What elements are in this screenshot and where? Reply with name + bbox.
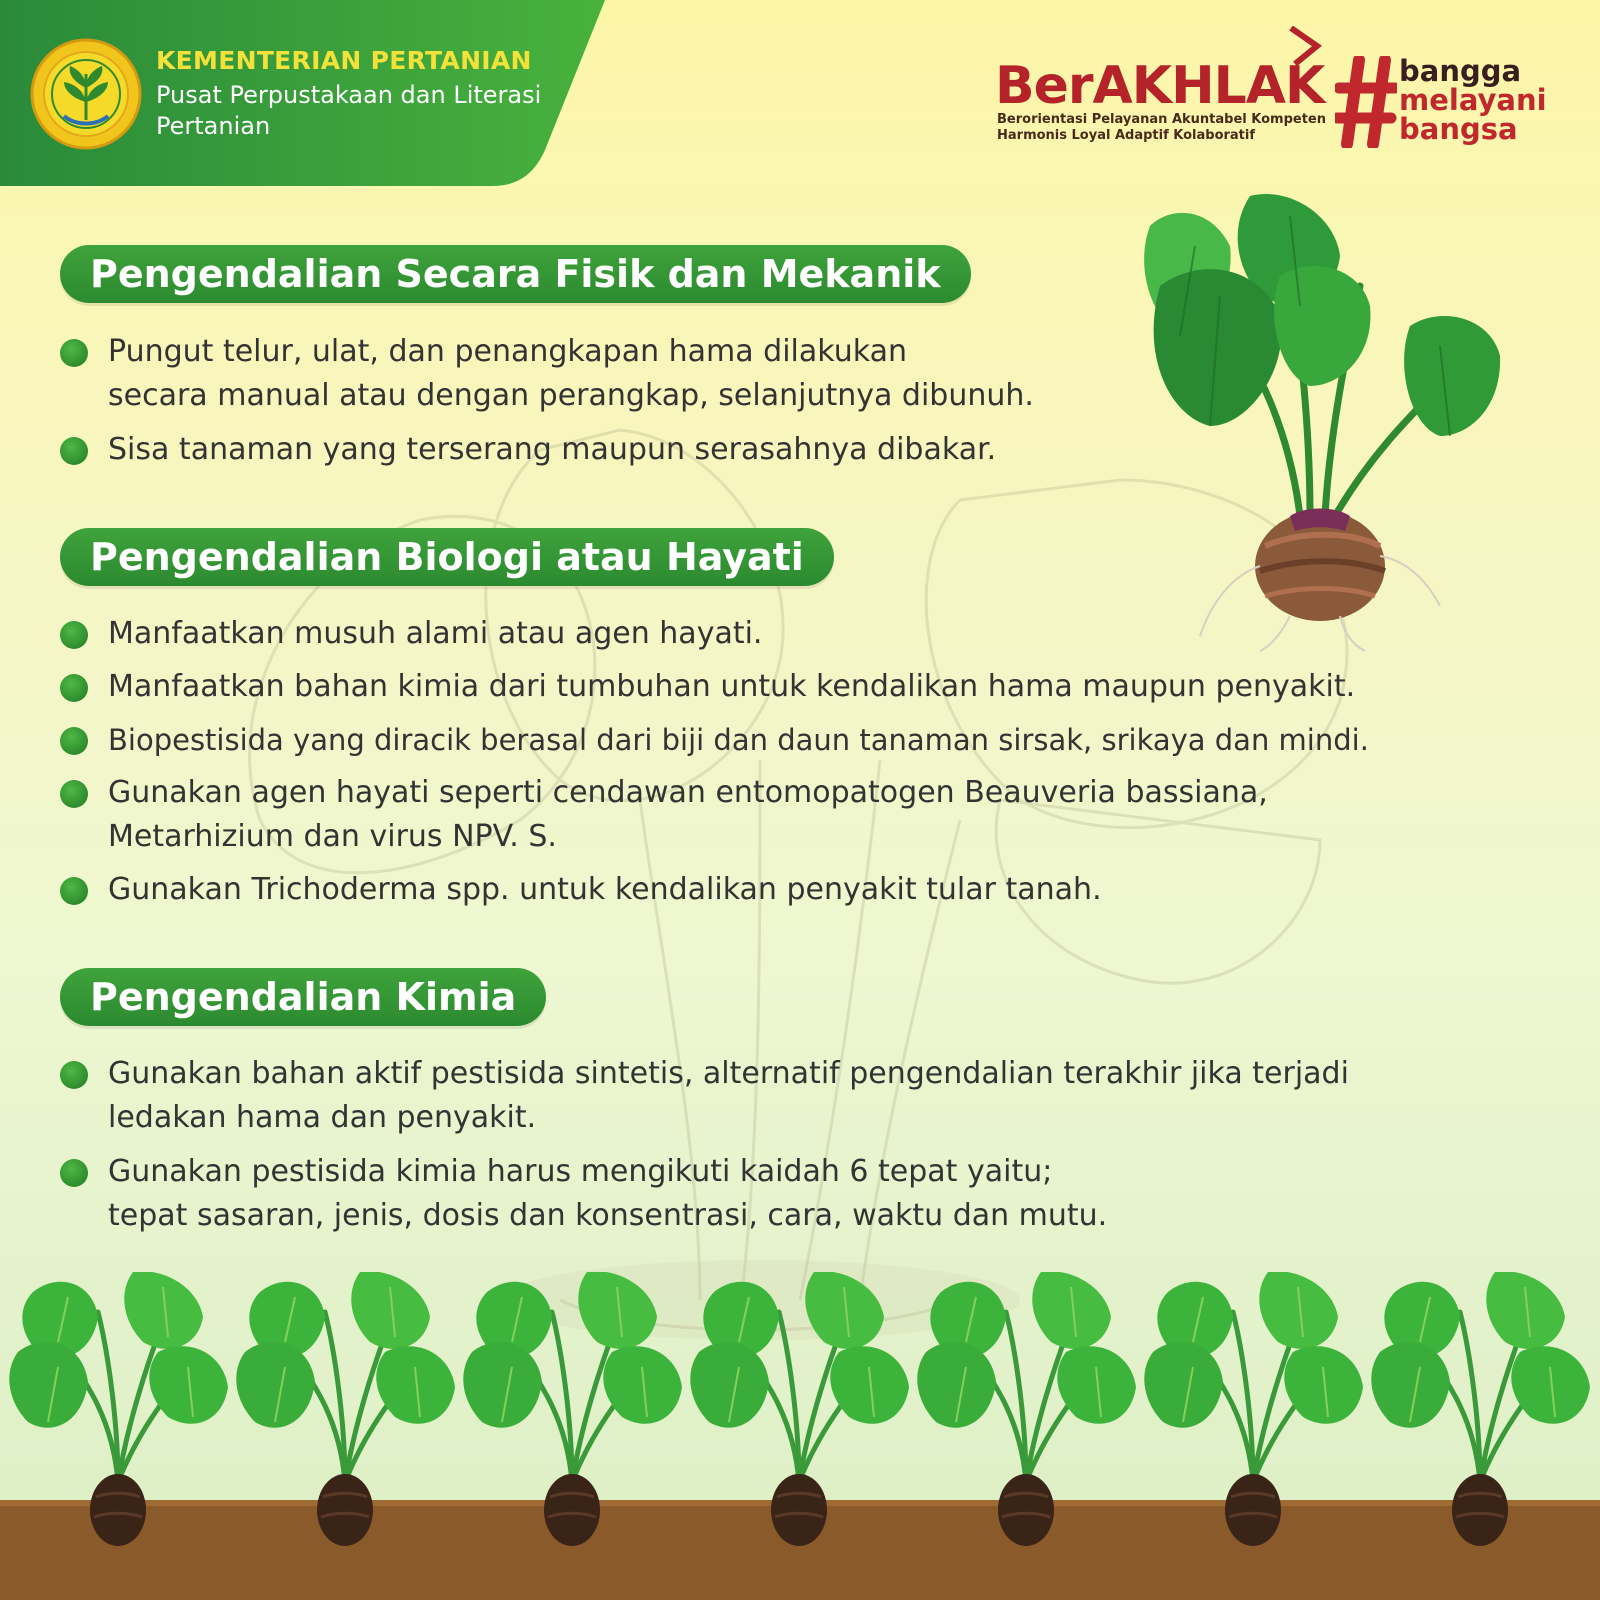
- list-item: [60, 612, 1540, 656]
- list-item: [60, 1150, 1540, 1238]
- list-item-text: Gunakan Trichoderma spp. untuk kendalikan penyakit tular tanah.: [108, 872, 1102, 907]
- berakhlak-tagline: Berorientasi Pelayanan Akuntabel Kompeten Harmonis Loyal Adaptif Kolaboratif: [997, 112, 1326, 143]
- bullet-dot-icon: [60, 780, 88, 808]
- bangga-line-2: melayani: [1399, 83, 1547, 117]
- section-title-fisik-mekanik: Pengendalian Secara Fisik dan Mekanik: [60, 245, 971, 303]
- list-item: [60, 868, 1540, 912]
- list-item: [60, 718, 1540, 762]
- bullet-dot-icon: [60, 1159, 88, 1187]
- bullet-dot-icon: [60, 437, 88, 465]
- taro-plant-icon: [1140, 186, 1540, 656]
- list-item: [60, 665, 1540, 709]
- list-item-text: Sisa tanaman yang terserang maupun serasahnya dibakar.: [108, 432, 997, 467]
- hashtag-icon: [1335, 56, 1397, 148]
- list-item-text: Gunakan pestisida kimia harus mengikuti kaidah 6 tepat yaitu; tepat sasaran, jenis, dosis dan konsentrasi, cara, waktu dan mutu.: [108, 1154, 1108, 1233]
- bullet-dot-icon: [60, 339, 88, 367]
- bullet-dot-icon: [60, 1061, 88, 1089]
- list-item: [60, 428, 1540, 472]
- berakhlak-logo: [995, 26, 1335, 156]
- kementan-emblem-icon: [30, 38, 142, 150]
- section-title-kimia: Pengendalian Kimia: [60, 968, 546, 1026]
- list-item: [60, 330, 1540, 418]
- taro-plant-row-icon: [0, 1272, 1600, 1600]
- list-item-text: Biopestisida yang diracik berasal dari biji dan daun tanaman sirsak, srikaya dan mindi.: [108, 723, 1369, 757]
- list-item-text: Gunakan bahan aktif pestisida sintetis, alternatif pengendalian terakhir jika terjadi ledakan hama dan penyakit.: [108, 1056, 1349, 1135]
- list-item-text: Manfaatkan musuh alami atau agen hayati.: [108, 616, 763, 651]
- bangga-line-1: bangga: [1399, 54, 1522, 88]
- org-title: KEMENTERIAN PERTANIAN: [156, 46, 532, 75]
- list-item-text: Pungut telur, ulat, dan penangkapan hama dilakukan secara manual atau dengan perangkap, selanjutnya dibunuh.: [108, 334, 1034, 413]
- section-title-biologi-hayati: Pengendalian Biologi atau Hayati: [60, 528, 834, 586]
- bangga-melayani-bangsa-logo: [1335, 56, 1565, 156]
- list-item-text: Manfaatkan bahan kimia dari tumbuhan untuk kendalikan hama maupun penyakit.: [108, 669, 1356, 704]
- org-subtitle: Pusat Perpustakaan dan Literasi Pertanian: [156, 81, 542, 140]
- bullet-dot-icon: [60, 727, 88, 755]
- bullet-dot-icon: [60, 674, 88, 702]
- bullet-dot-icon: [60, 621, 88, 649]
- bangga-line-3: bangsa: [1399, 112, 1518, 146]
- berakhlak-word: BerAKHLAK: [995, 56, 1325, 116]
- list-item: [60, 771, 1540, 859]
- bullet-dot-icon: [60, 877, 88, 905]
- list-item-text: Gunakan agen hayati seperti cendawan entomopatogen Beauveria bassiana, Metarhizium dan virus NPV. S.: [108, 775, 1268, 854]
- list-item: [60, 1052, 1540, 1140]
